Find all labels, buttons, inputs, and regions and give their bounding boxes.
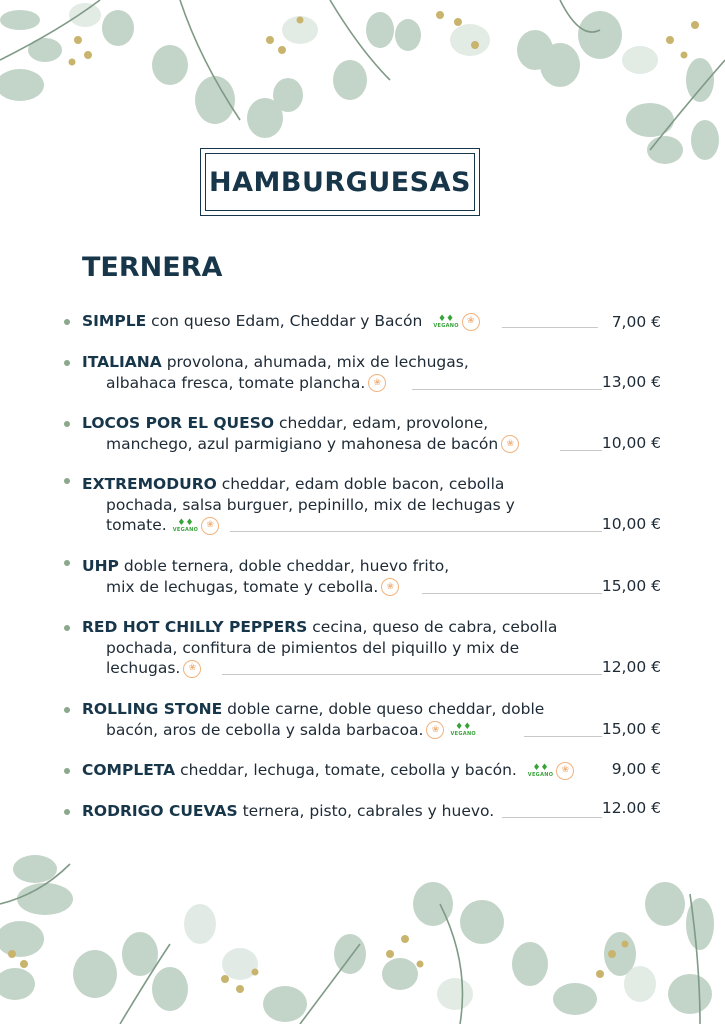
item-description: doble ternera, doble cheddar, huevo frito,	[123, 557, 450, 575]
item-description: ternera, pisto, cabrales y huevo.	[242, 802, 495, 820]
eucalyptus-leaves-icon	[0, 0, 725, 170]
menu-item	[62, 352, 667, 396]
menu-item	[62, 699, 667, 743]
bullet-icon	[64, 560, 70, 566]
item-price: 12.00 €	[601, 799, 661, 817]
gluten-free-icon: ❀	[501, 435, 519, 453]
item-price: 15,00 €	[601, 720, 661, 738]
item-name: SIMPLE	[82, 312, 147, 330]
item-description: cheddar, edam, provolone,	[278, 414, 489, 432]
item-name: EXTREMODURO	[82, 475, 217, 493]
item-price: 9,00 €	[611, 760, 661, 778]
item-name: ITALIANA	[82, 353, 162, 371]
leader-line	[422, 593, 602, 594]
title-frame	[200, 148, 480, 216]
gluten-free-icon: ❀	[201, 517, 219, 535]
vegan-icon: ♦♦ VEGANO	[527, 762, 554, 778]
item-description: mix de lechugas, tomate y cebolla.	[106, 577, 379, 596]
menu-item	[62, 801, 667, 825]
bullet-icon	[64, 625, 70, 631]
section-title: TERNERA	[82, 252, 223, 283]
item-description: pochada, confitura de pimientos del piquillo y mix de	[106, 638, 520, 657]
item-description: albahaca fresca, tomate plancha.	[106, 373, 366, 392]
leader-line	[222, 674, 602, 675]
item-price: 13,00 €	[601, 373, 661, 391]
item-name: LOCOS POR EL QUESO	[82, 414, 275, 432]
menu-item	[62, 413, 667, 457]
bullet-icon	[64, 478, 70, 484]
gluten-free-icon: ❀	[381, 578, 399, 596]
item-description: cecina, queso de cabra, cebolla	[312, 618, 558, 636]
gluten-free-icon: ❀	[462, 313, 480, 331]
menu-item	[62, 617, 667, 681]
bullet-icon	[64, 768, 70, 774]
item-description: cheddar, lechuga, tomate, cebolla y bacón.	[180, 761, 517, 779]
vegan-icon: ♦♦ VEGANO	[450, 722, 476, 737]
item-price: 7,00 €	[611, 313, 661, 331]
menu-item	[62, 760, 667, 784]
leader-line	[560, 450, 602, 451]
item-description: doble carne, doble queso cheddar, doble	[227, 700, 545, 718]
item-description: tomate.	[106, 516, 167, 534]
item-description: provolona, ahumada, mix de lechugas,	[166, 353, 469, 371]
item-description: manchego, azul parmigiano y mahonesa de bacón	[106, 434, 499, 453]
menu-item	[62, 474, 667, 538]
item-name: ROLLING STONE	[82, 700, 223, 718]
item-description: con queso Edam, Cheddar y Bacón	[151, 312, 423, 330]
bullet-icon	[64, 421, 70, 427]
gluten-free-icon: ❀	[426, 721, 444, 739]
vegan-icon: ♦♦ VEGANO	[172, 517, 199, 533]
leader-line	[524, 736, 602, 737]
bullet-icon	[64, 707, 70, 713]
bullet-icon	[64, 319, 70, 325]
leader-line	[412, 389, 602, 390]
leader-line	[230, 531, 602, 532]
leader-line	[502, 817, 602, 818]
bullet-icon	[64, 360, 70, 366]
item-name: RODRIGO CUEVAS	[82, 802, 238, 820]
item-name: UHP	[82, 557, 119, 575]
bullet-icon	[64, 809, 70, 815]
item-price: 10,00 €	[601, 434, 661, 452]
item-name: COMPLETA	[82, 761, 176, 779]
leader-line	[502, 327, 598, 328]
gluten-free-icon: ❀	[556, 762, 574, 780]
item-price: 12,00 €	[601, 658, 661, 676]
menu-item	[62, 556, 667, 600]
eucalyptus-leaves-icon	[0, 844, 725, 1024]
item-description: bacón, aros de cebolla y salda barbacoa.	[106, 720, 424, 739]
gluten-free-icon: ❀	[368, 374, 386, 392]
item-price: 15,00 €	[601, 577, 661, 595]
item-description: cheddar, edam doble bacon, cebolla	[221, 475, 505, 493]
page-title: HAMBURGUESAS	[205, 153, 475, 211]
vegan-icon: ♦♦ VEGANO	[433, 313, 459, 329]
menu-item	[62, 311, 667, 335]
item-description: lechugas.	[106, 659, 181, 677]
gluten-free-icon: ❀	[183, 660, 201, 678]
item-description: pochada, salsa burguer, pepinillo, mix de lechugas y	[106, 495, 515, 514]
item-price: 10,00 €	[601, 515, 661, 533]
item-name: RED HOT CHILLY PEPPERS	[82, 618, 308, 636]
